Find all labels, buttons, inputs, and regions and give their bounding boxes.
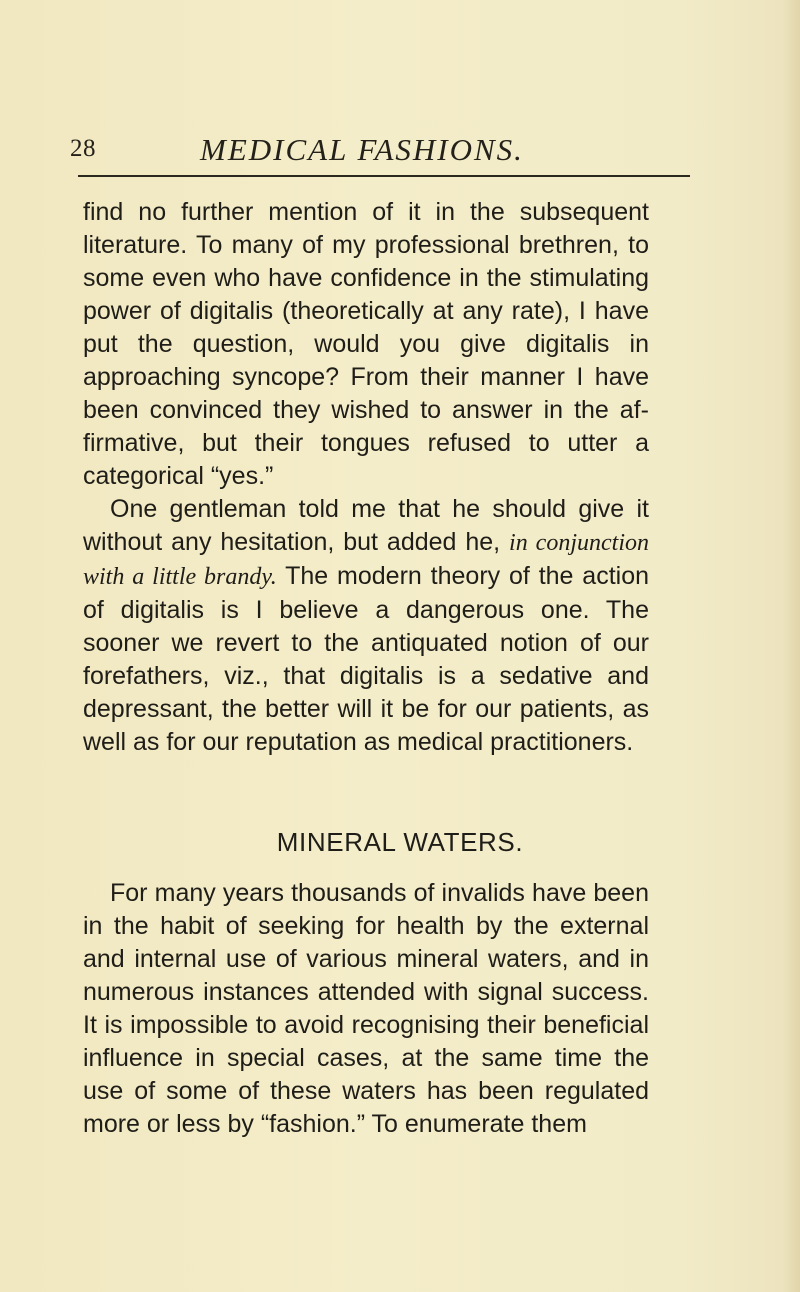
paragraph-1: find no further mention of it in the subsequent literature. To many of my professional brethren, to some even who have confidence in the stimulating power of digitalis (theoretically at any rate), I have put the question, would you give digitalis in approaching syncope? From their manner I have been convinced they wished to answer in the affirmative, but their tongues refused to utter a categorical “yes.” — [83, 198, 649, 490]
main-text-block — [83, 196, 649, 759]
page-header — [70, 128, 730, 172]
paragraph-2-text-start: One gentleman told me that he should give it without any hesitation, but added he, — [83, 495, 649, 556]
paragraph-2-text-end: The modern theory of the action of digitalis is I believe a dangerous one. The sooner we revert to the antiquated notion of our forefathers, viz., that digitalis is a sedative and depressant, the better will it be for our patients, as well as for our reputation as medical practitioners. — [83, 562, 650, 756]
paragraph-2 — [83, 493, 649, 759]
paragraph-2-italic-phrase: in conjunction with a little brandy. — [83, 530, 649, 590]
running-title: MEDICAL FASHIONS. — [200, 132, 524, 167]
section-heading: MINERAL WATERS. — [276, 827, 524, 857]
page-number: 28 — [70, 135, 96, 162]
section-paragraph: For many years thousands of invalids have been in the habit of seeking for health by the external and internal use of various mineral waters, and in numerous instances attended with signal success. It is impossible to avoid recognising their beneficial influence in special cases, at the same time the use of some of these waters has been regulated more or less by “fashion.” To enumerate them — [83, 879, 649, 1138]
section-text-block — [83, 877, 649, 1141]
header-rule — [78, 175, 690, 177]
